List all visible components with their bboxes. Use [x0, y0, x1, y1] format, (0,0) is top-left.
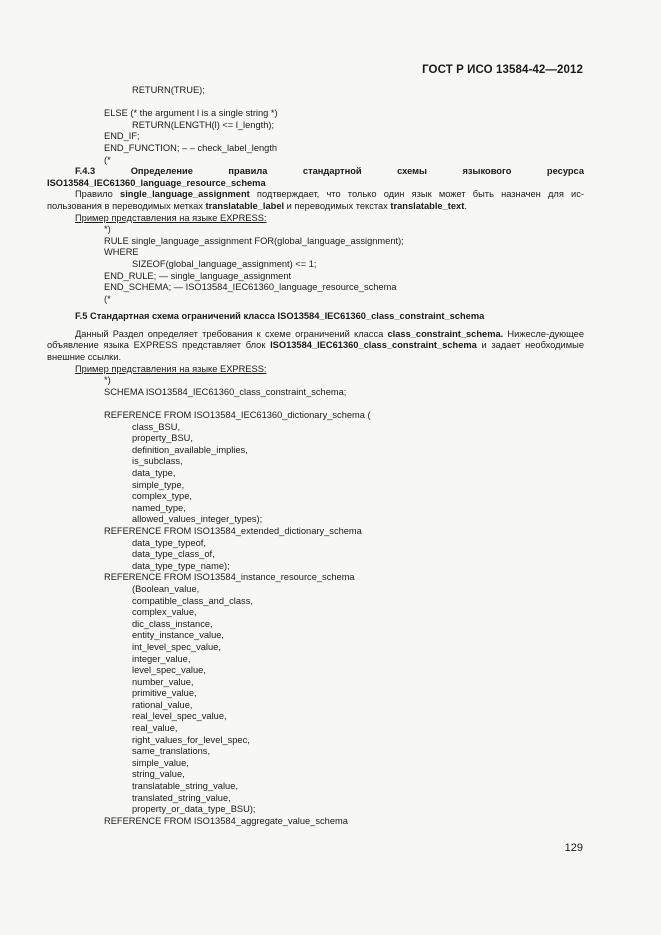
code-line: complex_value,: [132, 607, 197, 618]
code-line: is_subclass,: [132, 456, 183, 467]
code-line: *): [104, 224, 111, 235]
code-line: translatable_string_value,: [132, 781, 238, 792]
code-line: simple_value,: [132, 757, 189, 768]
code-line: (*: [104, 154, 111, 165]
code-line: translated_string_value,: [132, 792, 231, 803]
code-line: END_RULE; — single_language_assignment: [104, 270, 292, 281]
code-line: right_values_for_level_spec,: [132, 734, 250, 745]
code-line: property_or_data_type_BSU);: [132, 804, 256, 815]
section-f43-example-label: Пример представления на языке EXPRESS:: [75, 212, 267, 223]
code-line: property_BSU,: [132, 433, 193, 444]
code-line: data_type_typeof,: [132, 537, 206, 548]
code-line: REFERENCE FROM ISO13584_extended_dictionary_schema: [104, 525, 362, 536]
section-f43-number: F.4.3: [75, 166, 96, 177]
code-block-schema: [47, 375, 584, 827]
code-line: complex_type,: [132, 491, 192, 502]
code-line: *): [104, 375, 111, 386]
section-f43-title: Определение правила стандартной схемы языкового ресурса ISO13584_IEC61360_language_resource_schema: [47, 166, 584, 188]
section-f43-paragraph: [47, 189, 584, 212]
term-bold: class_constraint_schema.: [387, 328, 504, 339]
term-bold: single_language_assignment: [120, 189, 250, 200]
term-bold: translatable_label: [205, 200, 285, 211]
code-line: SIZEOF(global_language_assignment) <= 1;: [132, 258, 317, 269]
code-line: RULE single_language_assignment FOR(global_language_assignment);: [104, 235, 404, 246]
code-line: integer_value,: [132, 653, 191, 664]
blank-line: [47, 97, 584, 109]
code-block-rule: [47, 224, 584, 305]
page-number: 129: [564, 842, 583, 854]
code-line: SCHEMA ISO13584_IEC61360_class_constraint_schema;: [104, 386, 347, 397]
paragraph-text: Правило: [75, 189, 121, 200]
paragraph-text: .: [464, 200, 467, 211]
code-line: allowed_values_integer_types);: [132, 514, 263, 525]
code-line: data_type_type_name);: [132, 560, 230, 571]
code-line: named_type,: [132, 502, 186, 513]
code-line: simple_type,: [132, 479, 185, 490]
code-line: data_type_class_of,: [132, 549, 215, 560]
code-line: (Boolean_value,: [132, 583, 200, 594]
code-line: entity_instance_value,: [132, 630, 224, 641]
section-f43-heading: [47, 166, 584, 189]
paragraph-text: подтверждает, что только один язык может быть назначен для ис-пользования в переводимых метках: [47, 189, 584, 211]
code-line: int_level_spec_value,: [132, 641, 221, 652]
code-line: same_translations,: [132, 746, 211, 757]
paragraph-text: и переводимых текстах: [284, 200, 391, 211]
code-line: END_FUNCTION; – – check_label_length: [104, 142, 278, 153]
code-line: RETURN(LENGTH(l) <= l_length);: [132, 119, 275, 130]
document-header: ГОСТ Р ИСО 13584-42—2012: [422, 64, 583, 76]
code-line: ELSE (* the argument l is a single string *): [104, 108, 278, 119]
paragraph-text: Нижесле-дующее объявление языка EXPRESS представляет блок: [47, 328, 584, 351]
paragraph-text: и задает необходимые внешние ссылки.: [47, 340, 584, 363]
code-block-function-end: [47, 85, 584, 166]
section-f5-paragraph: [47, 329, 584, 364]
code-line: REFERENCE FROM ISO13584_instance_resource_schema: [104, 572, 355, 583]
code-line: END_IF;: [104, 131, 140, 142]
code-line: real_value,: [132, 723, 178, 734]
term-bold: translatable_text: [390, 200, 465, 211]
code-line: level_spec_value,: [132, 665, 206, 676]
page-content: [47, 85, 584, 827]
code-line: REFERENCE FROM ISO13584_aggregate_value_schema: [104, 815, 348, 826]
code-line: number_value,: [132, 676, 194, 687]
paragraph-text: Данный Раздел определяет требования к схеме ограничений класса: [75, 328, 388, 339]
code-line: data_type,: [132, 468, 176, 478]
code-line: END_SCHEMA; — ISO13584_IEC61360_language_resource_schema: [104, 282, 397, 293]
code-line: dic_class_instance,: [132, 618, 213, 629]
code-line: primitive_value,: [132, 688, 197, 699]
code-line: string_value,: [132, 769, 185, 780]
term-bold: ISO13584_IEC61360_class_constraint_schema: [270, 340, 477, 351]
code-line: definition_available_implies,: [132, 444, 248, 455]
code-line: rational_value,: [132, 699, 193, 710]
code-line: class_BSU,: [132, 421, 181, 432]
code-line: real_level_spec_value,: [132, 711, 227, 722]
blank-line: [47, 398, 584, 410]
code-line: REFERENCE FROM ISO13584_IEC61360_dictionary_schema (: [104, 410, 371, 421]
code-line: RETURN(TRUE);: [132, 85, 205, 95]
section-f5-example-label: Пример представления на языке EXPRESS:: [75, 363, 267, 374]
section-f5-heading: F.5 Стандартная схема ограничений класса ISO13584_IEC61360_class_constraint_schema: [75, 311, 485, 322]
code-line: WHERE: [104, 247, 139, 258]
code-line: (*: [104, 293, 111, 304]
code-line: compatible_class_and_class,: [132, 595, 253, 606]
